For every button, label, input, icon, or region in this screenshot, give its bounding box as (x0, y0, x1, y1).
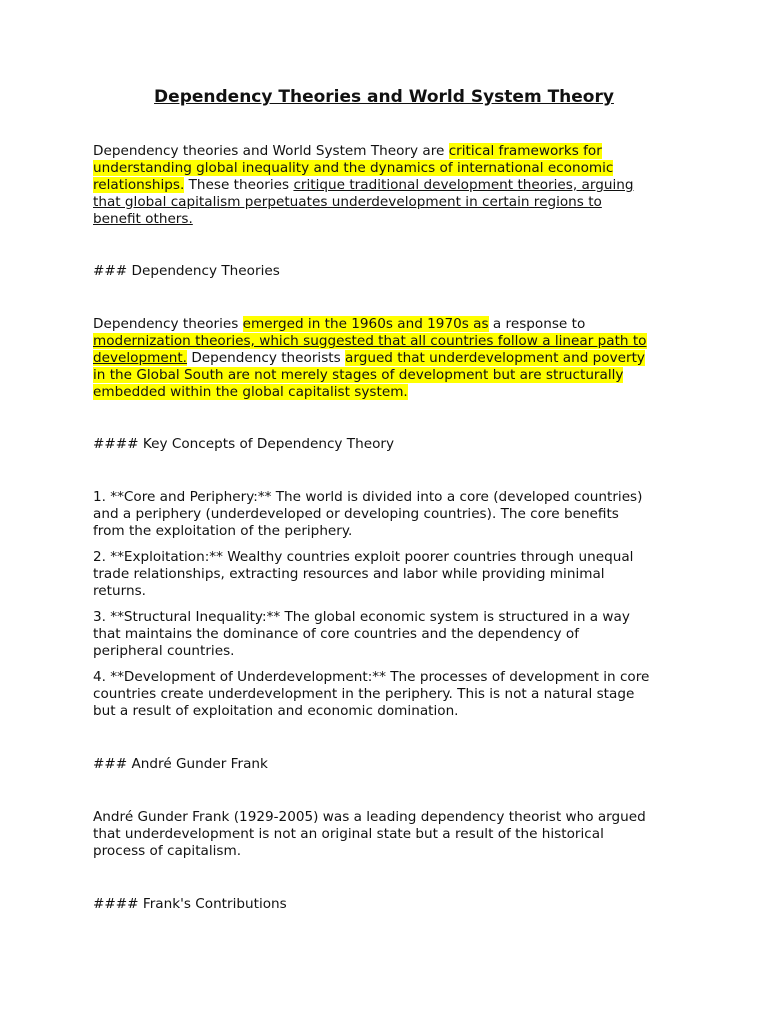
heading-key-concepts: #### Key Concepts of Dependency Theory (93, 436, 395, 452)
list-item (93, 549, 683, 600)
list-item-line: peripheral countries. (93, 642, 235, 659)
dependency-line-2 (93, 333, 683, 350)
body-line: André Gunder Frank (1929-2005) was a leading dependency theorist who argued (93, 809, 646, 825)
dependency-paragraph (93, 316, 683, 401)
list-item-line: and a periphery (underdeveloped or developing countries). The core benefits (93, 505, 619, 522)
highlighted-text: argued that underdevelopment and poverty (345, 349, 645, 366)
body-text: Dependency theories (93, 316, 243, 332)
dependency-line-5 (93, 384, 683, 401)
list-item-line: countries create underdevelopment in the periphery. This is not a natural stage (93, 685, 635, 702)
list-item-line: trade relationships, extracting resources and labor while providing minimal (93, 565, 605, 582)
list-item-line: from the exploitation of the periphery. (93, 522, 353, 539)
body-text: Dependency theorists (187, 349, 346, 366)
highlighted-text: emerged in the 1960s and 1970s as (242, 316, 489, 332)
list-item-line: that maintains the dominance of core countries and the dependency of (93, 625, 580, 642)
highlighted-underlined-text: modernization theories, which suggested that all countries follow a linear path to (93, 332, 647, 349)
body-line: process of capitalism. (93, 842, 242, 859)
highlighted-text: in the Global South are not merely stages of development but are structurally (93, 366, 624, 383)
body-text: a response to (488, 316, 586, 332)
list-item (93, 489, 683, 540)
intro-paragraph (93, 143, 683, 228)
heading-dependency-theories: ### Dependency Theories (93, 263, 280, 279)
underlined-text: critique traditional development theories, arguing (293, 176, 634, 193)
dependency-line-4 (93, 367, 683, 384)
highlighted-text: understanding global inequality and the dynamics of international economic (93, 159, 614, 176)
intro-line-1 (93, 143, 683, 160)
list-item (93, 669, 683, 720)
highlighted-underlined-text: development. (93, 349, 187, 366)
intro-text: Dependency theories and World System Theory are (93, 143, 449, 159)
dependency-line-3 (93, 350, 683, 367)
intro-line-3 (93, 177, 683, 194)
list-item (93, 609, 683, 660)
intro-text: These theories (184, 176, 294, 193)
list-item-line: returns. (93, 582, 146, 599)
highlighted-text: critical frameworks for (448, 143, 602, 159)
list-item-line: 3. **Structural Inequality:** The global economic system is structured in a way (93, 609, 630, 625)
dependency-line-1 (93, 316, 683, 333)
list-item-line: 1. **Core and Periphery:** The world is divided into a core (developed countries) (93, 489, 643, 505)
list-item-line: but a result of exploitation and economic domination. (93, 702, 459, 719)
frank-paragraph (93, 809, 683, 860)
heading-frank-contributions: #### Frank's Contributions (93, 896, 287, 912)
document-title: Dependency Theories and World System Theory (154, 87, 614, 107)
highlighted-text: relationships. (93, 176, 185, 193)
list-item-line: 4. **Development of Underdevelopment:** The processes of development in core (93, 669, 650, 685)
intro-line-2 (93, 160, 683, 177)
heading-andre-gunder-frank: ### André Gunder Frank (93, 756, 268, 772)
list-item-line: 2. **Exploitation:** Wealthy countries exploit poorer countries through unequal (93, 549, 634, 565)
underlined-text: that global capitalism perpetuates underdevelopment in certain regions to (93, 193, 602, 210)
underlined-text: benefit others. (93, 210, 193, 227)
body-line: that underdevelopment is not an original state but a result of the historical (93, 825, 604, 842)
highlighted-text: embedded within the global capitalist system. (93, 383, 408, 400)
